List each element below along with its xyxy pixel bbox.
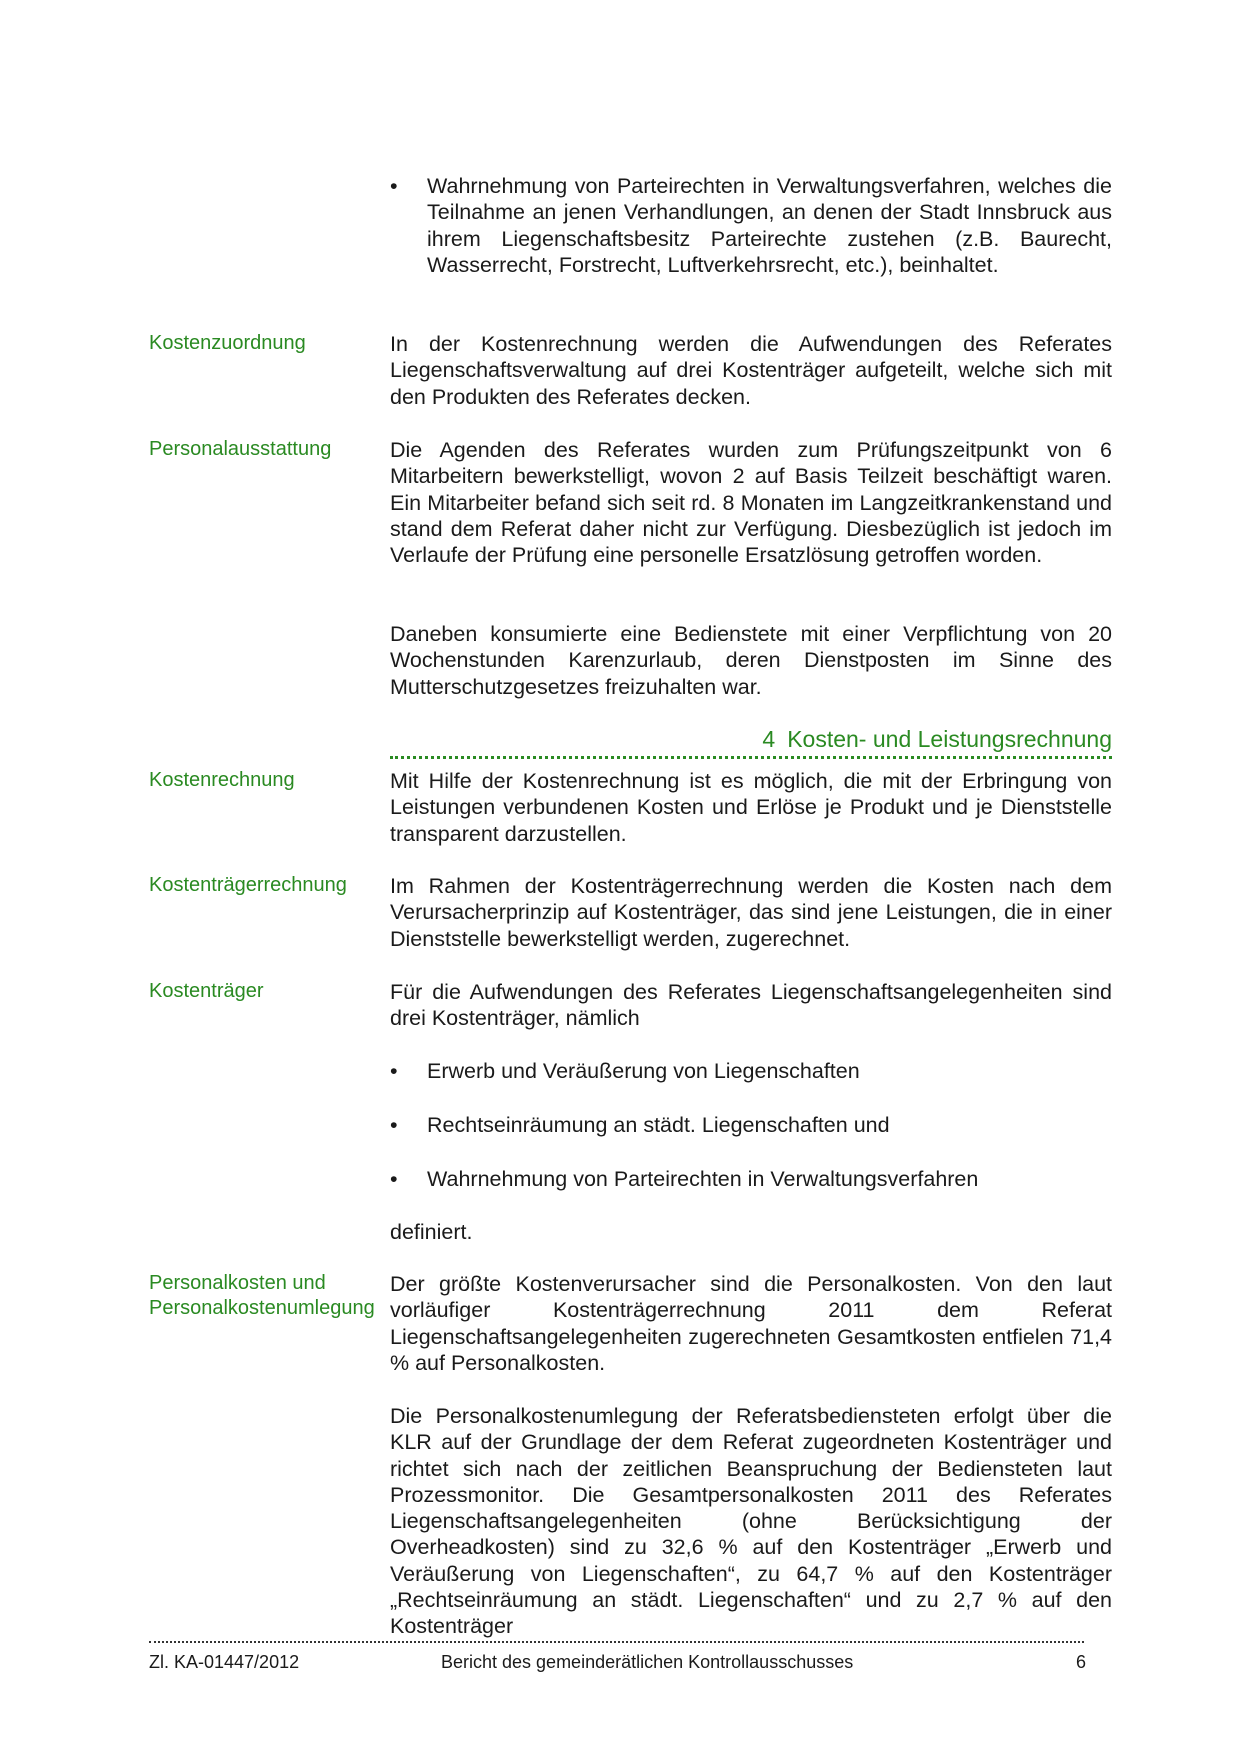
- paragraph-personalkosten: Der größte Kostenverursacher sind die Personalkosten. Von den laut vorläufiger Kostenträgerrechnung 2011 dem Referat Liegenschaftsangelegenheiten zugerechneten Gesamtkosten entfielen 71,4 % auf Personalkosten.: [390, 1272, 1112, 1375]
- bullet-symbol: •: [390, 1059, 398, 1083]
- list-item: [390, 1112, 1112, 1138]
- intro-bullet: [390, 173, 1112, 278]
- paragraph-kostentraeger: Für die Aufwendungen des Referates Liegenschaftsangelegenheiten sind drei Kostenträger, nämlich: [390, 980, 1112, 1031]
- paragraph-personalausstattung: Die Agenden des Referates wurden zum Prüfungszeitpunkt von 6 Mitarbeitern bewerkstelligt, wovon 2 auf Basis Teilzeit beschäftigt waren. Ein Mitarbeiter befand sich seit rd. 8 Monaten im Langzeitkrankenstand und stand dem Referat daher nicht zur Verfügung. Diesbezüglich ist jedoch im Verlaufe der Prüfung eine personelle Ersatzlösung getroffen worden.: [390, 438, 1112, 568]
- intro-bullet-text: Wahrnehmung von Parteirechten in Verwaltungsverfahren, welches die Teilnahme an jenen Verhandlungen, an denen der Stadt Innsbruck aus ihrem Liegenschaftsbesitz Parteirechte zustehen (z.B. Baurecht, Wasserrecht, Forstrecht, Luftverkehrsrecht, etc.), beinhaltet.: [427, 174, 1112, 277]
- paragraph-kostenrechnung: Mit Hilfe der Kostenrechnung ist es möglich, die mit der Erbringung von Leistungen verbundenen Kosten und Erlöse je Produkt und je Dienststelle transparent darzustellen.: [390, 769, 1112, 846]
- bullet-symbol: •: [390, 1113, 398, 1137]
- list-item-text: Rechtseinräumung an städt. Liegenschaften und: [427, 1113, 890, 1137]
- margin-note-personalausstattung: Personalausstattung: [149, 438, 332, 460]
- paragraph-personalausstattung-2: Daneben konsumierte eine Bedienstete mit einer Verpflichtung von 20 Wochenstunden Karenzurlaub, deren Dienstposten im Sinne des Mutterschutzgesetzes freizuhalten war.: [390, 622, 1112, 699]
- margin-note-kostentraeger: Kostenträger: [149, 980, 264, 1002]
- section-heading: [390, 724, 1112, 754]
- list-item-text: Erwerb und Veräußerung von Liegenschaften: [427, 1059, 860, 1083]
- margin-note-kostenrechnung: Kostenrechnung: [149, 769, 295, 791]
- list-item-text: Wahrnehmung von Parteirechten in Verwaltungsverfahren: [427, 1167, 979, 1191]
- page-number: 6: [1076, 1652, 1087, 1672]
- heading-divider: [390, 756, 1112, 759]
- section-number: 4: [762, 726, 776, 752]
- footer-divider: [149, 1641, 1084, 1643]
- list-item: [390, 1058, 1112, 1084]
- paragraph-kostentraegerrechnung: Im Rahmen der Kostenträgerrechnung werden die Kosten nach dem Verursacherprinzip auf Kostenträger, das sind jene Leistungen, die in einer Dienststelle bewerkstelligt werden, zugerechnet.: [390, 874, 1112, 951]
- list-item: [390, 1166, 1112, 1192]
- margin-note-kostentraegerrechnung: Kostenträgerrechnung: [149, 874, 347, 896]
- bullet-symbol: •: [390, 174, 398, 198]
- margin-note-personalkosten: Personalkosten und Personalkostenumlegung: [149, 1272, 375, 1319]
- footer-title: Bericht des gemeinderätlichen Kontrollausschusses: [441, 1652, 854, 1672]
- paragraph-kostenzuordnung: In der Kostenrechnung werden die Aufwendungen des Referates Liegenschaftsverwaltung auf drei Kostenträger aufgeteilt, welche sich mit den Produkten des Referates decken.: [390, 332, 1112, 409]
- footer-reference: Zl. KA-01447/2012: [149, 1652, 300, 1672]
- paragraph-definiert: definiert.: [390, 1220, 473, 1244]
- paragraph-personalkostenumlegung: Die Personalkostenumlegung der Referatsbediensteten erfolgt über die KLR auf der Grundlage der dem Referat zugeordneten Kostenträger und richtet sich nach der zeitlichen Beanspruchung der Bediensteten laut Prozessmonitor. Die Gesamtpersonalkosten 2011 des Referates Liegenschaftsangelegenheiten (ohne Berücksichtigung der Overheadkosten) sind zu 32,6 % auf den Kostenträger „Erwerb und Veräußerung von Liegenschaften“, zu 64,7 % auf den Kostenträger „Rechtseinräumung an städt. Liegenschaften“ und zu 2,7 % auf den Kostenträger: [390, 1404, 1112, 1639]
- bullet-symbol: •: [390, 1167, 398, 1191]
- section-title: Kosten- und Leistungsrechnung: [787, 726, 1112, 752]
- margin-note-kostenzuordnung: Kostenzuordnung: [149, 332, 306, 354]
